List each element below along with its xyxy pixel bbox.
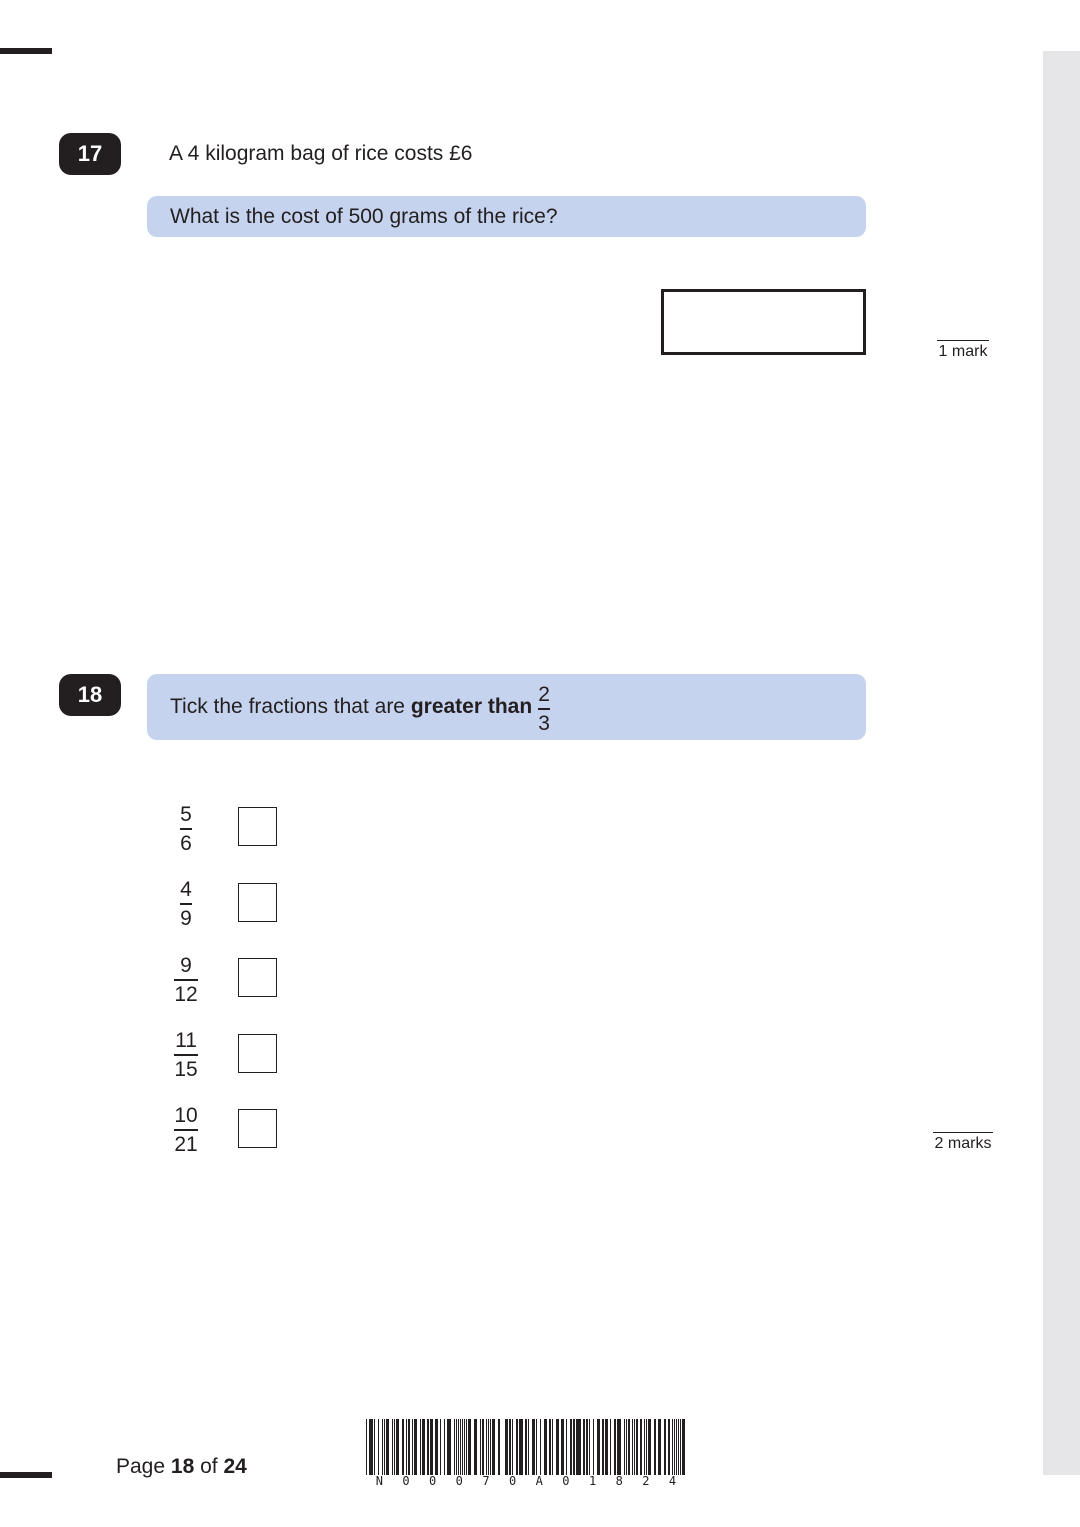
barcode-bar [678, 1419, 679, 1475]
barcode [366, 1419, 686, 1475]
barcode-bar [680, 1419, 681, 1475]
barcode-bar [525, 1419, 527, 1475]
barcode-bar [490, 1419, 491, 1475]
barcode-bar [396, 1419, 399, 1475]
tick-box[interactable] [238, 807, 277, 846]
barcode-char: 0 [429, 1474, 437, 1488]
barcode-bar [440, 1419, 441, 1475]
barcode-bar [371, 1419, 373, 1475]
barcode-char: 0 [455, 1474, 463, 1488]
fraction-option [168, 804, 204, 854]
fraction-denominator: 15 [174, 1057, 198, 1081]
fraction-option [168, 955, 204, 1005]
fraction-bar [538, 708, 550, 710]
barcode-bar [576, 1419, 577, 1475]
barcode-text [366, 1474, 686, 1488]
barcode-bar [462, 1419, 463, 1475]
tick-box[interactable] [238, 1034, 277, 1073]
crop-mark-bottom [0, 1472, 52, 1478]
barcode-bar [492, 1419, 495, 1475]
barcode-bar [384, 1419, 385, 1475]
tick-box[interactable] [238, 883, 277, 922]
page-number: 18 [170, 1455, 195, 1478]
of-word: of [200, 1455, 218, 1478]
barcode-char: 8 [615, 1474, 623, 1488]
barcode-bar [528, 1419, 529, 1475]
marks-rule [933, 1132, 993, 1133]
barcode-char: A [535, 1474, 543, 1488]
barcode-bar [474, 1419, 477, 1475]
fraction-denominator: 9 [180, 906, 192, 930]
tick-box[interactable] [238, 958, 277, 997]
barcode-bar [552, 1419, 553, 1475]
fraction-denominator: 21 [174, 1132, 198, 1156]
barcode-bar [392, 1419, 393, 1475]
barcode-bar [536, 1419, 537, 1475]
barcode-bar [382, 1419, 383, 1475]
barcode-bar [593, 1419, 594, 1475]
marks-text: 2 marks [934, 1135, 992, 1152]
fraction-denominator: 6 [180, 831, 192, 855]
barcode-bar [509, 1419, 511, 1475]
page-indicator [116, 1455, 247, 1479]
barcode-bar [447, 1419, 449, 1475]
question-statement: A 4 kilogram bag of rice costs £6 [169, 142, 473, 165]
prompt-bold-text: greater than [410, 695, 533, 718]
barcode-bar [450, 1419, 451, 1475]
barcode-bar [394, 1419, 395, 1475]
marks-rule [937, 340, 989, 341]
barcode-bar [618, 1419, 621, 1475]
barcode-bar [658, 1419, 661, 1475]
barcode-char: 4 [668, 1474, 677, 1488]
barcode-bar [449, 1419, 450, 1475]
barcode-bar [614, 1419, 616, 1475]
barcode-bar [570, 1419, 572, 1475]
answer-box[interactable] [661, 289, 866, 355]
barcode-bar [624, 1419, 625, 1475]
barcode-bar [414, 1419, 417, 1475]
fraction-numerator: 10 [174, 1104, 198, 1127]
prompt-fraction [538, 684, 550, 734]
barcode-bar [466, 1419, 467, 1475]
fraction-numerator: 11 [175, 1029, 197, 1052]
barcode-bar [486, 1419, 487, 1475]
fraction-numerator: 2 [538, 683, 550, 707]
barcode-bar [632, 1419, 633, 1475]
barcode-bar [456, 1419, 457, 1475]
barcode-bar [644, 1419, 645, 1475]
barcode-bar [430, 1419, 433, 1475]
barcode-bar [646, 1419, 647, 1475]
barcode-bar [586, 1419, 588, 1475]
barcode-bar [386, 1419, 389, 1475]
barcode-char: 7 [482, 1474, 490, 1488]
barcode-bar [468, 1419, 471, 1475]
question-number-badge: 17 [59, 133, 121, 175]
fraction-option [168, 879, 204, 929]
barcode-bar [444, 1419, 445, 1475]
marks-label [937, 340, 989, 361]
barcode-bar [682, 1419, 685, 1475]
barcode-bar [402, 1419, 404, 1475]
barcode-bar [602, 1419, 604, 1475]
question-prompt [147, 674, 866, 740]
barcode-bar [488, 1419, 489, 1475]
barcode-bar [480, 1419, 481, 1475]
barcode-bar [516, 1419, 518, 1475]
barcode-bar [566, 1419, 567, 1475]
barcode-char: 2 [642, 1474, 650, 1488]
barcode-bar [674, 1419, 675, 1475]
barcode-bar [512, 1419, 513, 1475]
barcode-char: 1 [588, 1474, 597, 1488]
barcode-bar [532, 1419, 533, 1475]
barcode-char: 0 [402, 1474, 410, 1488]
total-pages: 24 [223, 1455, 247, 1478]
barcode-bar [408, 1419, 410, 1475]
barcode-bar [482, 1419, 484, 1475]
barcode-bar [648, 1419, 651, 1475]
barcode-bar [578, 1419, 581, 1475]
fraction-numerator: 4 [180, 878, 192, 901]
barcode-bar [454, 1419, 455, 1475]
barcode-bar [520, 1419, 523, 1475]
barcode-bar [583, 1419, 585, 1475]
barcode-bar [654, 1419, 656, 1475]
barcode-bar [676, 1419, 677, 1475]
fraction-bar [174, 1129, 197, 1131]
barcode-bar [668, 1419, 670, 1475]
barcode-bar [577, 1419, 578, 1475]
barcode-bar [406, 1419, 407, 1475]
barcode-char: 0 [562, 1474, 570, 1488]
fraction-option [168, 1030, 204, 1080]
barcode-bar [498, 1419, 500, 1475]
barcode-bar [366, 1419, 367, 1475]
barcode-bar [589, 1419, 590, 1475]
barcode-bar [378, 1419, 379, 1475]
barcode-bar [561, 1419, 564, 1475]
page-word: Page [116, 1455, 166, 1478]
barcode-bar [549, 1419, 551, 1475]
barcode-bar [460, 1419, 461, 1475]
barcode-bar [573, 1419, 575, 1475]
barcode-bar [640, 1419, 642, 1475]
barcode-char: 0 [508, 1474, 517, 1488]
barcode-bar [544, 1419, 547, 1475]
barcode-bar [540, 1419, 541, 1475]
fraction-bar [180, 828, 192, 830]
fraction-option [168, 1105, 204, 1155]
barcode-bar [610, 1419, 611, 1475]
barcode-bar [628, 1419, 630, 1475]
fraction-bar [174, 979, 197, 981]
barcode-bar [427, 1419, 429, 1475]
prompt-text: Tick the fractions that are [170, 695, 411, 718]
question-number-badge: 18 [59, 674, 121, 716]
barcode-bar [374, 1419, 375, 1475]
crop-mark-top [0, 48, 52, 54]
fraction-bar [174, 1054, 197, 1056]
barcode-bar [519, 1419, 520, 1475]
barcode-bar [458, 1419, 459, 1475]
fraction-denominator: 12 [174, 982, 198, 1006]
barcode-bar [369, 1419, 371, 1475]
tick-box[interactable] [238, 1109, 277, 1148]
barcode-bar [664, 1419, 666, 1475]
barcode-bar [556, 1419, 559, 1475]
barcode-bar [634, 1419, 635, 1475]
barcode-bar [636, 1419, 638, 1475]
barcode-bar [464, 1419, 465, 1475]
marks-text: 1 mark [938, 343, 988, 360]
barcode-bar [672, 1419, 673, 1475]
fraction-numerator: 9 [180, 954, 192, 977]
barcode-bar [422, 1419, 425, 1475]
barcode-char: N [375, 1474, 383, 1488]
barcode-bar [626, 1419, 627, 1475]
barcode-bar [597, 1419, 600, 1475]
margin-strip [1043, 51, 1080, 1475]
barcode-bar [533, 1419, 535, 1475]
marks-label [933, 1132, 993, 1153]
barcode-bar [605, 1419, 608, 1475]
question-prompt [147, 196, 866, 237]
fraction-denominator: 3 [538, 711, 550, 735]
fraction-bar [180, 903, 192, 905]
prompt-text: What is the cost of 500 grams of the rice? [170, 204, 558, 228]
barcode-bar [412, 1419, 413, 1475]
barcode-bar [505, 1419, 508, 1475]
fraction-numerator: 5 [180, 803, 192, 826]
barcode-bar [435, 1419, 438, 1475]
barcode-bar [420, 1419, 421, 1475]
